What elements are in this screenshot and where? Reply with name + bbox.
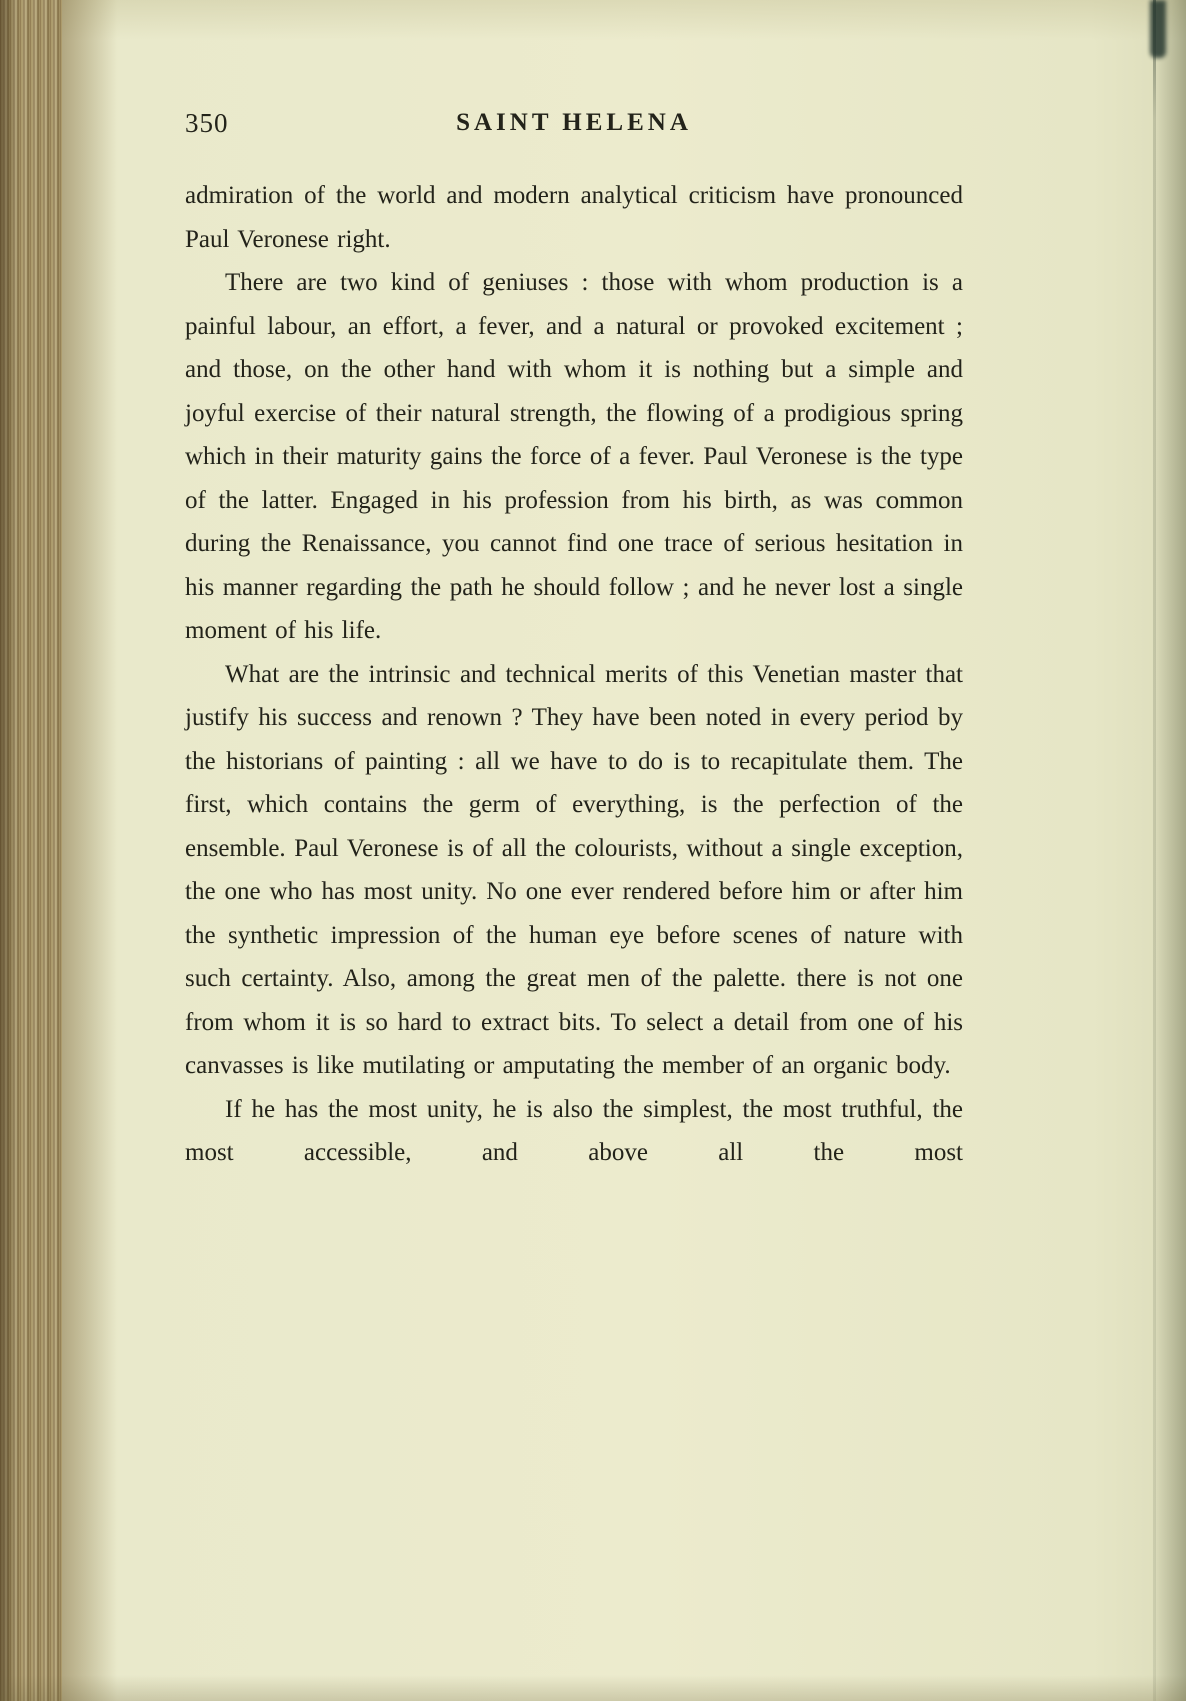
page-right-shadow xyxy=(1152,0,1186,1701)
page-header xyxy=(185,108,963,148)
paragraph-continued: admiration of the world and modern analytical criticism have pronounced Paul Veronese right. xyxy=(185,182,963,253)
book-page-edges xyxy=(0,0,62,1701)
paragraph: There are two kind of geniuses : those with whom production is a painful labour, an effort, a fever, and a natural or provoked excitement ; and those, on the other hand with whom it is nothing but a simple and joyful exercise of their natural strength, the flowing of a prodigious spring which in their maturity gains the force of a fever. Paul Veronese is the type of the latter. Engaged in his profession from his birth, as was common during the Renaissance, you cannot find one trace of serious hesitation in his manner regarding the path he should follow ; and he never lost a single moment of his life. xyxy=(185,269,963,644)
paragraph: What are the intrinsic and technical merits of this Venetian master that justify his success and renown ? They have been noted in every period by the historians of painting : all we have to do is to recapitulate them. The first, which contains the germ of everything, is the perfection of the ensemble. Paul Veronese is of all the colourists, without a single exception, the one who has most unity. No one ever rendered before him or after him the synthetic impression of the human eye before scenes of nature with such certainty. Also, among the great men of the palette. there is not one from whom it is so hard to extract bits. To select a detail from one of his canvasses is like mutilating or amputating the member of an organic body. xyxy=(185,660,963,1079)
book-page-edges-fade xyxy=(62,0,117,1701)
page-crease-line xyxy=(1153,0,1156,1701)
body-text xyxy=(185,174,963,1175)
paragraph-runover: If he has the most unity, he is also the simplest, the most truthful, the most accessible, and above all the most xyxy=(185,1095,963,1166)
page-content xyxy=(185,108,963,1175)
page-bottom-shadow xyxy=(0,1675,1186,1701)
page-number: 350 xyxy=(185,108,229,138)
running-header: SAINT HELENA xyxy=(456,109,692,136)
binding-corner-mark xyxy=(1150,0,1166,58)
